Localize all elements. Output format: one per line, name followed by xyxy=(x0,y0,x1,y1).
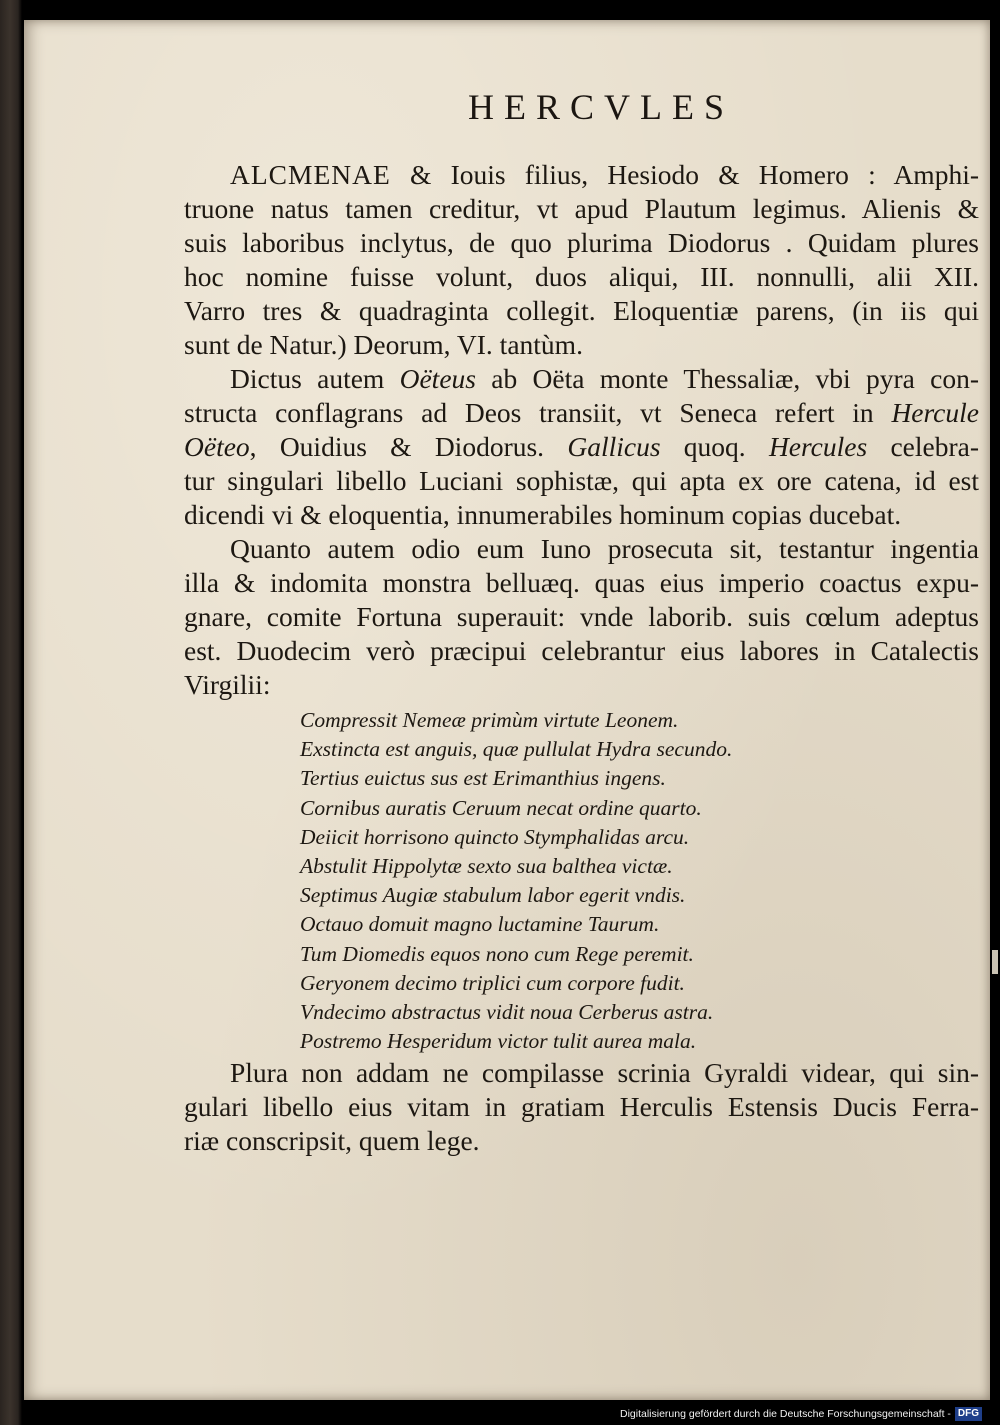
verse-line: Tum Diomedis equos nono cum Rege peremit. xyxy=(300,941,694,966)
text-line: gulari libello eius vitam in gratiam Herculis Estensis Ducis Ferra- xyxy=(184,1091,979,1123)
dfg-logo: DFG xyxy=(955,1407,982,1421)
text-line: ALCMENAE & Iouis filius, Hesiodo & Homero : Amphi- xyxy=(230,159,979,190)
text-line: suis laboribus inclytus, de quo plurima Diodorus . Quidam plures xyxy=(184,227,979,258)
paragraph-4 xyxy=(184,1056,979,1158)
text-line: tur singulari libello Luciani sophistæ, qui apta ex ore catena, id est xyxy=(184,465,979,496)
text-line: Oëteo, Ouidius & Diodorus. Gallicus quoq. Hercules celebra- xyxy=(184,431,979,462)
verse-line: Exstincta est anguis, quæ pullulat Hydra secundo. xyxy=(300,737,733,762)
book-page xyxy=(24,20,990,1400)
paragraph-3 xyxy=(184,532,979,702)
running-head: HERCVLES xyxy=(468,87,735,127)
text-line: riæ conscripsit, quem lege. xyxy=(184,1125,480,1157)
verse-line: Deiicit horrisono quincto Stymphalidas arcu. xyxy=(300,824,690,849)
verse-line: Septimus Augiæ stabulum labor egerit vndis. xyxy=(300,883,686,908)
text-line: Virgilii: xyxy=(184,669,271,700)
page-body xyxy=(184,158,979,1158)
page-edge-mark xyxy=(992,950,998,974)
paragraph-2 xyxy=(184,362,979,532)
text-line: sunt de Natur.) Deorum, VI. tantùm. xyxy=(184,329,583,360)
text-line: truone natus tamen creditur, vt apud Plautum legimus. Alienis & xyxy=(184,193,979,224)
verse-line: Compressit Nemeæ primùm virtute Leonem. xyxy=(300,708,679,732)
text-line: Varro tres & quadraginta collegit. Eloquentiæ parens, (in iis qui xyxy=(184,295,979,326)
text-line: Quanto autem odio eum Iuno prosecuta sit, testantur ingentia xyxy=(230,533,979,564)
verse-list xyxy=(300,706,979,1056)
verse-line: Geryonem decimo triplici cum corpore fudit. xyxy=(300,970,685,995)
verse-line: Postremo Hesperidum victor tulit aurea mala. xyxy=(300,1029,697,1054)
text-line: gnare, comite Fortuna superauit: vnde laborib. suis cœlum adeptus xyxy=(184,601,979,632)
footer-text: Digitalisierung gefördert durch die Deutsche Forschungsgemeinschaft - xyxy=(620,1408,951,1420)
digitization-footer xyxy=(620,1404,1000,1425)
verse-line: Tertius euictus sus est Erimanthius ingens. xyxy=(300,766,666,791)
text-line: Dictus autem Oëteus ab Oëta monte Thessaliæ, vbi pyra con- xyxy=(230,363,979,394)
text-line: structa conflagrans ad Deos transiit, vt Seneca refert in Hercule xyxy=(184,397,979,428)
text-line: hoc nomine fuisse volunt, duos aliqui, III. nonnulli, alii XII. xyxy=(184,261,979,292)
text-line: est. Duodecim verò præcipui celebrantur eius labores in Catalectis xyxy=(184,635,979,666)
verse-line: Cornibus auratis Ceruum necat ordine quarto. xyxy=(300,795,702,820)
verse-line: Vndecimo abstractus vidit noua Cerberus astra. xyxy=(300,1000,714,1025)
paragraph-1 xyxy=(184,158,979,362)
text-line: dicendi vi & eloquentia, innumerabiles hominum copias ducebat. xyxy=(184,499,902,530)
text-line: Plura non addam ne compilasse scrinia Gyraldi videar, qui sin- xyxy=(230,1057,979,1089)
text-line: illa & indomita monstra belluæq. quas eius imperio coactus expu- xyxy=(184,567,979,598)
verse-line: Abstulit Hippolytæ sexto sua balthea victæ. xyxy=(300,854,673,879)
opening-word: ALCMENAE xyxy=(230,159,391,190)
verse-line: Octauo domuit magno luctamine Taurum. xyxy=(300,912,660,937)
